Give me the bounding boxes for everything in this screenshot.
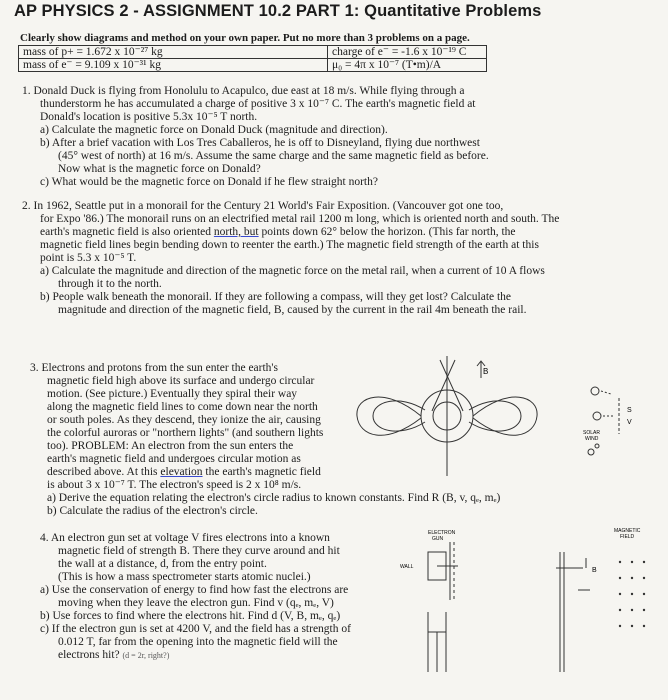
solar-label: SOLAR — [583, 430, 600, 436]
page-title: AP PHYSICS 2 - ASSIGNMENT 10.2 PART 1: Quantitative Problems — [14, 2, 542, 20]
gun-label-2: GUN — [432, 536, 444, 542]
p2-part-b: magnitude and direction of the magnetic field, B, caused by the current in the rail 4m beneath the rail. — [58, 304, 527, 316]
electron-mass-cell: mass of e⁻ = 9.109 x 10⁻³¹ kg — [19, 59, 328, 72]
p4-line: (This is how a mass spectrometer starts atomic nuclei.) — [58, 571, 311, 583]
p2-line: magnetic field lines begin bending down to reenter the earth.) The magnetic field strength of the earth at this — [40, 239, 539, 251]
p4-part-c: c) If the electron gun is set at 4200 V, and the field has a strength of — [40, 623, 351, 635]
p3-line: too). PROBLEM: An electron from the sun enters the — [47, 440, 294, 452]
p3-line: motion. (See picture.) Eventually they spiral their way — [47, 388, 298, 400]
fig-b-label: B — [483, 367, 489, 376]
p1-line: Donald's location is positive 5.3x 10⁻⁵ T north. — [40, 111, 258, 123]
p1-part-b: Now what is the magnetic force on Donald? — [58, 163, 261, 175]
electron-charge-cell: charge of e⁻ = -1.6 x 10⁻¹⁹ C — [328, 46, 487, 59]
p4-part-c — [58, 649, 169, 662]
wind-label: WIND — [585, 436, 599, 442]
p3-text: described above. At this — [47, 466, 161, 478]
p3-line: 3. Electrons and protons from the sun enter the earth's — [30, 362, 278, 374]
p4-part-a: a) Use the conservation of energy to find how fast the electrons are — [40, 584, 349, 596]
p4-part-c: 0.012 T, far from the opening into the magnetic field will the — [58, 636, 338, 648]
p1-part-b: (45° west of north) at 16 m/s. Assume the same charge and the same magnetic field as before. — [58, 150, 489, 162]
magnetic-label-1: MAGNETIC — [614, 528, 641, 534]
p1-line: 1. Donald Duck is flying from Honolulu to Acapulco, due east at 18 m/s. While flying through a — [22, 85, 465, 97]
mu0-cell: μ₀ = 4π x 10⁻⁷ (T•m)/A — [328, 59, 487, 72]
p3-line: earth's magnetic field and undergoes circular motion as — [47, 453, 301, 465]
p2-text: points down 62° below the horizon. (This far north, the — [258, 226, 516, 238]
p2-line: point is 5.3 x 10⁻⁵ T. — [40, 252, 137, 264]
p2-part-a: through it to the north. — [58, 278, 162, 290]
p2-line: for Expo '86.) The monorail runs on an electrified metal rail 1200 m long, which is oriented north and south. The — [40, 213, 560, 225]
p1-part-a: a) Calculate the magnetic force on Donald Duck (magnitude and direction). — [40, 124, 388, 136]
p2-part-a: a) Calculate the magnitude and direction of the magnetic force on the metal rail, when a current of 10 A flows — [40, 265, 545, 277]
p2-text: earth's magnetic field is also oriented — [40, 226, 214, 238]
p3-underlined-text: elevation — [160, 466, 203, 478]
p4-part-a: moving when they leave the electron gun. Find v (qₑ, mₑ, V) — [58, 597, 334, 609]
p4-line: the wall at a distance, d, from the entry point. — [58, 558, 267, 570]
electron-gun-diagram — [388, 522, 658, 672]
p2-part-b: b) People walk beneath the monorail. If they are following a compass, will they get lost? Calculate the — [40, 291, 512, 303]
p3-line: along the magnetic field lines to come down near the north — [47, 401, 318, 413]
p3-text: the earth's magnetic field — [202, 466, 321, 478]
p1-line: thunderstorm he has accumulated a charge of positive 3 x 10⁻⁷ C. The earth's magnetic field at — [40, 98, 476, 110]
p1-part-b: b) After a brief vacation with Los Tres Caballeros, he is off to Disneyland, flying due northwest — [40, 137, 480, 149]
p3-line: the colorful auroras or "northern lights" (and southern lights — [47, 427, 324, 439]
p1-part-c: c) What would be the magnetic force on Donald if he flew straight north? — [40, 176, 378, 188]
p4-part-b: b) Use forces to find where the electrons hit. Find d (V, B, mₑ, qₑ) — [40, 610, 341, 622]
magnetic-label-2: FIELD — [620, 534, 635, 540]
earth-magnetosphere-diagram — [345, 356, 665, 476]
p4-line: magnetic field of strength B. There they curve around and hit — [58, 545, 340, 557]
fig-b-label: B — [592, 567, 597, 574]
proton-mass-cell: mass of p+ = 1.672 x 10⁻²⁷ kg — [19, 46, 328, 59]
p3-line: is about 3 x 10⁻⁷ T. The electron's speed is 2 x 10⁸ m/s. — [47, 479, 302, 491]
p2-line — [40, 226, 516, 239]
p3-line: or south poles. As they descend, they ionize the air, causing — [47, 414, 321, 426]
instructions: Clearly show diagrams and method on your own paper. Put no more than 3 problems on a page. — [20, 32, 470, 44]
p3-part-b: b) Calculate the radius of the electron's circle. — [47, 505, 258, 517]
p4-text: electrons hit? — [58, 649, 120, 661]
p3-part-a: a) Derive the equation relating the electron's circle radius to known constants. Find R (B, v, qₑ, mₑ) — [47, 492, 501, 504]
wall-label: WALL — [400, 564, 414, 570]
p3-line: magnetic field high above its surface and undergo circular — [47, 375, 315, 387]
v-label: V — [627, 419, 632, 426]
p4-line: 4. An electron gun set at voltage V fires electrons into a known — [40, 532, 330, 544]
p2-line: 2. In 1962, Seattle put in a monorail for the Century 21 World's Fair Exposition. (Vancouver got one too, — [22, 200, 504, 212]
gun-label-1: ELECTRON — [428, 530, 456, 536]
s-label: S — [627, 407, 632, 414]
handwritten-note: (d = 2r, right?) — [122, 651, 170, 660]
p3-line — [47, 466, 321, 479]
constants-table — [18, 45, 487, 72]
p2-underlined-text: north, but — [213, 226, 259, 238]
